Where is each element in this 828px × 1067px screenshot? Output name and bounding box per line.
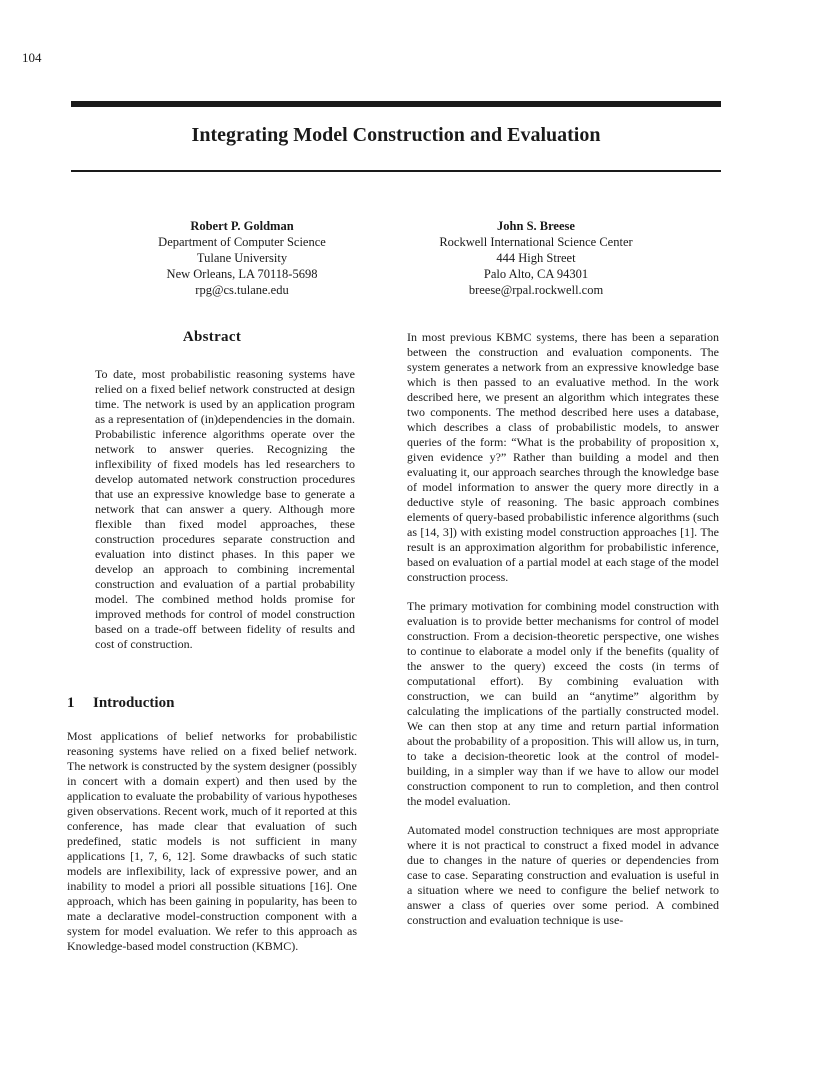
section-number: 1 [67, 695, 75, 711]
section-heading [67, 696, 357, 711]
author-address: New Orleans, LA 70118-5698 [166, 267, 318, 281]
body-paragraph: In most previous KBMC systems, there has been a separation between the construction and evaluation components. The system generates a network from an expressive knowledge base which is then passed to an evaluative method. In the work described here, we present an algorithm which integrates these two components. The method described here uses a database, which describes a class of probabilistic models, to answer queries of the form: “What is the probability of proposition x, given evidence y?” Rather than building a model and then evaluating it, our approach searches through the knowledge base of model information to answer the query more directly in a deductive style of reasoning. The basic approach combines elements of query-based probabilistic inference algorithms (such as [14, 3]) with existing model construction approaches [1]. The result is an approximation algorithm for probabilistic inference, based on evaluation of a partial model at each stage of the model construction process. [407, 330, 719, 584]
author-name: Robert P. Goldman [190, 219, 294, 233]
author-affiliation: Department of Computer Science [158, 235, 326, 249]
body-paragraph: Automated model construction techniques are most appropriate where it is not practical to construct a fixed model in advance due to changes in the nature of queries or dependencies from case to case. Separating construction and evaluation is useful in a situation where we need to configure the belief network to answer a class of queries over some period. A combined construction and evaluation technique is use- [407, 823, 719, 927]
author-block-1 [92, 218, 392, 298]
title-rule-top [71, 101, 721, 107]
body-paragraph: The primary motivation for combining model construction with evaluation is to provide better mechanisms for control of model construction. From a decision-theoretic perspective, one wishes to continue to elaborate a model only if the benefits (quality of the answer to the query) exceed the costs (in terms of computational effort). By combining evaluation with construction, we can build an “anytime” algorithm by calculating the implications of the partially constructed model. We can then stop at any time and return partial information about the probability of a proposition. This will allow us, in turn, to take a decision-theoretic look at the control of model-building, in a simpler way than if we have to allow our model construction component to run to completion, and then control the model evaluation. [407, 599, 719, 808]
author-email: breese@rpal.rockwell.com [468, 283, 604, 297]
author-institution: Tulane University [196, 251, 288, 265]
abstract-text: To date, most probabilistic reasoning systems have relied on a fixed belief network constructed at design time. The network is used by an application program as a representation of (in)dependencies in the domain. Probabilistic inference algorithms operate over the network to answer queries. Recognizing the inflexibility of fixed models has led researchers to develop automated network construction procedures that use an expressive knowledge base to generate a network that can answer a query. Although more flexible than fixed model approaches, these construction procedures separate construction and evaluation into distinct phases. In this paper we develop an approach to combining incremental construction and evaluation of a partial probability model. The combined method holds promise for improved methods for control of model construction based on a trade-off between fidelity of results and cost of construction. [95, 367, 355, 651]
page-number: 104 [22, 50, 42, 65]
intro-paragraph: Most applications of belief networks for probabilistic reasoning systems have relied on a fixed belief network. The network is constructed by the system designer (possibly in concert with a domain expert) and then used by the application to evaluate the probability of various hypotheses given observations. Recent work, much of it reported at this conference, has made clear that evaluation of such predefined, static models is not sufficient in many applications [1, 7, 6, 12]. Some drawbacks of such static models are inflexibility, lack of expressive power, and an inability to model a priori all possible situations [16]. One approach, which has been gaining in popularity, has been to mate a declarative model-construction component with a system for model evaluation. We refer to this approach as Knowledge-based model construction (KBMC). [67, 729, 357, 953]
author-street: 444 High Street [496, 251, 576, 265]
left-column [67, 330, 357, 968]
abstract-heading: Abstract [182, 329, 242, 345]
section-title: Introduction [93, 695, 175, 711]
author-block-2 [386, 218, 686, 298]
right-column [407, 330, 719, 942]
paper-title: Integrating Model Construction and Evaluation [191, 124, 601, 146]
author-address: Palo Alto, CA 94301 [483, 267, 589, 281]
author-affiliation: Rockwell International Science Center [439, 235, 633, 249]
author-name: John S. Breese [497, 219, 575, 233]
author-email: rpg@cs.tulane.edu [195, 283, 289, 297]
title-rule-bottom [71, 170, 721, 172]
